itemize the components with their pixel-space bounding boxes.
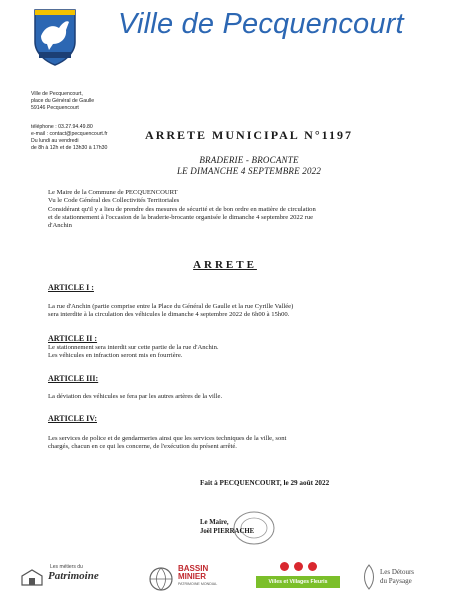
preamble [48, 189, 423, 230]
preamble-line: Considérant qu'il y a lieu de prendre des mesures de sécurité et de bon ordre en matière de circulation [48, 205, 316, 213]
article-line: sera interdite à la circulation des véhicules le dimanche 4 septembre 2022 de 6h00 à 15h00. [48, 311, 290, 319]
article-2-heading: ARTICLE II : [48, 334, 98, 343]
building-icon [20, 568, 44, 586]
email-line: e-mail : contact@pecquencourt.fr [31, 131, 108, 137]
globe-icon [148, 566, 174, 592]
hours-line: de 8h à 12h et de 13h30 à 17h30 [31, 145, 108, 151]
preamble-line: et de stationnement à l'occasion de la braderie-brocante organisée le dimanche 4 septembre 2022 rue [48, 213, 314, 221]
article-3-heading: ARTICLE III: [48, 374, 99, 383]
article-1-body [48, 303, 423, 320]
arrete-heading: ARRETE [193, 259, 257, 271]
address-line: place du Général de Gaulle [31, 98, 95, 104]
town-title: Ville de Pecquencourt [118, 8, 404, 40]
signatory-name: Joël PIERRACHE [200, 528, 255, 535]
decree-date-subtitle: LE DIMANCHE 4 SEPTEMBRE 2022 [176, 166, 322, 176]
signatory-title: Le Maire, [200, 519, 229, 526]
article-line: Les services de police et de gendarmeries ainsi que les services techniques de la ville, sont [48, 435, 287, 442]
preamble-line: Vu le Code Général des Collectivités Territoriales [48, 197, 180, 205]
preamble-line: Le Maire de la Commune de PECQUENCOURT [48, 189, 178, 196]
address-line: Ville de Pecquencourt, [31, 91, 83, 97]
article-4-body [48, 435, 423, 452]
detours-paysage-logo: Les Détours du Paysage [362, 560, 442, 596]
article-4-heading: ARTICLE IV: [48, 414, 97, 423]
article-line: La rue d'Anchin (partie comprise entre la Place du Général de Gaulle et la rue Cyrille Vallée) [48, 303, 294, 310]
article-line: Le stationnement sera interdit sur cette partie de la rue d'Anchin. [48, 344, 219, 351]
villes-fleuries-logo: Villes et Villages Fleuris [256, 560, 340, 596]
address-line: 59146 Pecquencourt [31, 105, 79, 111]
preamble-line: d'Anchin [48, 222, 72, 230]
decree-title: ARRETE MUNICIPAL N°1197 [145, 128, 353, 142]
patrimoine-logo: Les métiers du Patrimoine [20, 560, 115, 596]
article-line: chargés, chacun en ce qui les concerne, de l'exécution du présent arrêté. [48, 443, 237, 451]
phone-line: téléphone : 03.27.94.49.80 [31, 124, 93, 130]
decree-subtitle: BRADERIE - BROCANTE [199, 155, 299, 165]
article-3-body [48, 393, 423, 401]
place-and-date: Fait à PECQUENCOURT, le 29 août 2022 [200, 479, 330, 487]
article-line: Les véhicules en infraction seront mis en fourrière. [48, 352, 183, 360]
article-2-body [48, 344, 423, 361]
leaf-icon [362, 564, 376, 590]
article-line: La déviation des véhicules se fera par les autres artères de la ville. [48, 393, 223, 400]
flowers-icon [256, 560, 340, 574]
article-1-heading: ARTICLE I : [48, 283, 94, 292]
coat-of-arms-logo [33, 8, 77, 66]
bassin-minier-logo: BASSIN MINIER PATRIMOINE MONDIAL [148, 560, 228, 596]
hours-line: Du lundi au vendredi [31, 138, 79, 144]
